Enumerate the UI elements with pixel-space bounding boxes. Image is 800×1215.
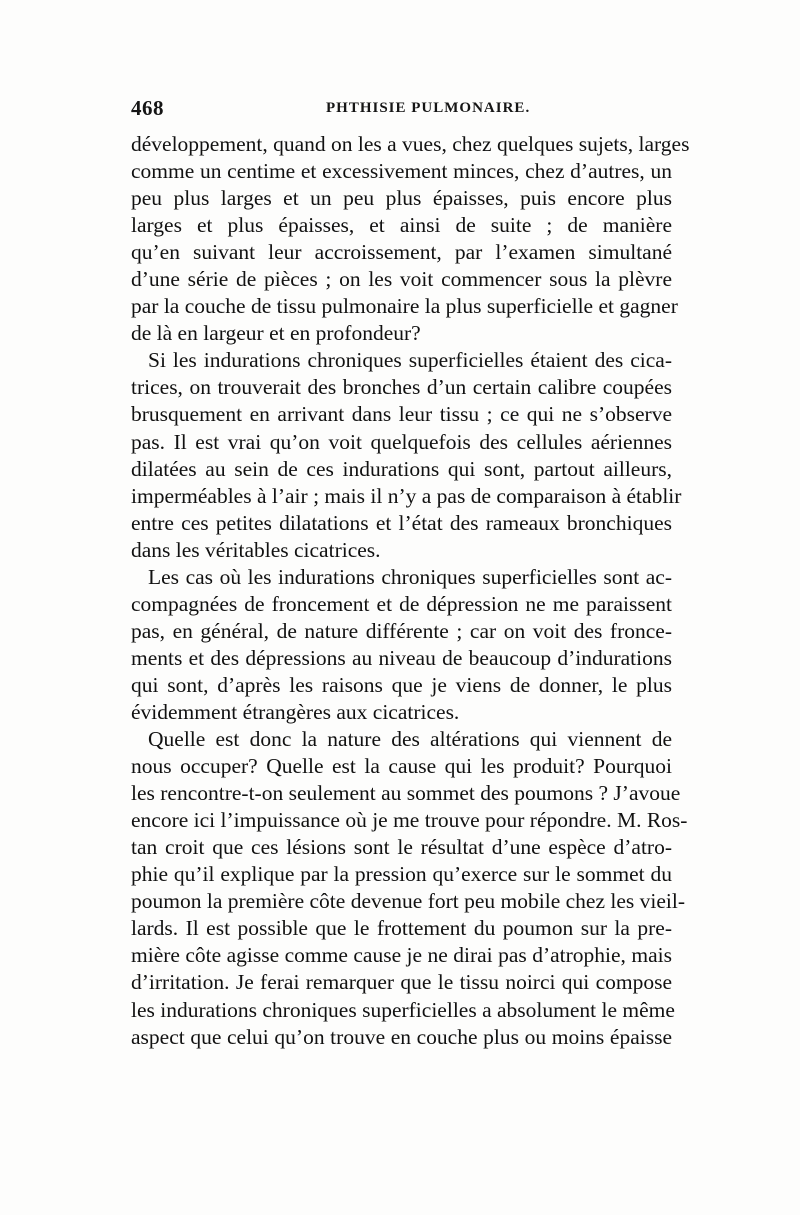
text-line: aspect que celui qu’on trouve en couche plus ou moins épaisse — [131, 1024, 672, 1049]
text-line: imperméables à l’air ; mais il n’y a pas de comparaison à établir — [131, 483, 682, 508]
text-line: entre ces petites dilatations et l’état des rameaux bronchiques — [131, 510, 672, 535]
page-number: 468 — [131, 96, 164, 120]
text-line: Si les indurations chroniques superficielles étaient des cica- — [148, 348, 672, 373]
text-line: ments et des dépressions au niveau de beaucoup d’indurations — [131, 645, 672, 670]
text-line: tan croit que ces lésions sont le résultat d’une espèce d’atro- — [131, 835, 672, 860]
text-line: compagnées de froncement et de dépression ne me paraissent — [131, 591, 672, 616]
text-line: par la couche de tissu pulmonaire la plus superficielle et gagner — [131, 294, 678, 319]
text-line: dans les véritables cicatrices. — [131, 537, 381, 562]
text-line: poumon la première côte devenue fort peu mobile chez les vieil- — [131, 889, 686, 914]
text-line: évidemment étrangères aux cicatrices. — [131, 699, 460, 724]
text-line: trices, on trouverait des bronches d’un certain calibre coupées — [131, 375, 672, 400]
text-line: pas, en général, de nature différente ; car on voit des fronce- — [131, 618, 672, 643]
text-line: peu plus larges et un peu plus épaisses, puis encore plus — [131, 186, 672, 211]
text-line: de là en largeur et en profondeur? — [131, 321, 421, 346]
text-line: mière côte agisse comme cause je ne dirai pas d’atrophie, mais — [131, 943, 672, 968]
text-line: lards. Il est possible que le frottement du poumon sur la pre- — [131, 916, 672, 941]
body-text — [131, 131, 690, 1051]
text-line: développement, quand on les a vues, chez quelques sujets, larges — [131, 132, 690, 156]
text-line: brusquement en arrivant dans leur tissu ; ce qui ne s’observe — [131, 402, 672, 427]
text-line: Quelle est donc la nature des altérations qui viennent de — [148, 727, 672, 752]
text-line: pas. Il est vrai qu’on voit quelquefois des cellules aériennes — [131, 429, 672, 454]
text-line: larges et plus épaisses, et ainsi de suite ; de manière — [131, 213, 672, 238]
text-line: les rencontre-t-on seulement au sommet des poumons ? J’avoue — [131, 781, 681, 806]
text-line: encore ici l’impuissance où je me trouve pour répondre. M. Ros- — [131, 808, 688, 833]
text-line: qui sont, d’après les raisons que je viens de donner, le plus — [131, 672, 672, 697]
text-line: les indurations chroniques superficielles a absolument le même — [131, 997, 675, 1022]
text-line: phie qu’il explique par la pression qu’exerce sur le sommet du — [131, 862, 672, 887]
text-line: d’irritation. Je ferai remarquer que le tissu noirci qui compose — [131, 970, 672, 995]
text-line: comme un centime et excessivement minces, chez d’autres, un — [131, 159, 672, 184]
running-title: PHTHISIE PULMONAIRE. — [326, 100, 531, 116]
text-line: d’une série de pièces ; on les voit commencer sous la plèvre — [131, 267, 672, 292]
page-header — [131, 96, 672, 122]
text-line: Les cas où les indurations chroniques superficielles sont ac- — [148, 564, 672, 589]
text-line: dilatées au sein de ces indurations qui sont, partout ailleurs, — [131, 456, 672, 481]
text-line: nous occuper? Quelle est la cause qui les produit? Pourquoi — [131, 754, 672, 779]
text-line: qu’en suivant leur accroissement, par l’examen simultané — [131, 240, 672, 265]
